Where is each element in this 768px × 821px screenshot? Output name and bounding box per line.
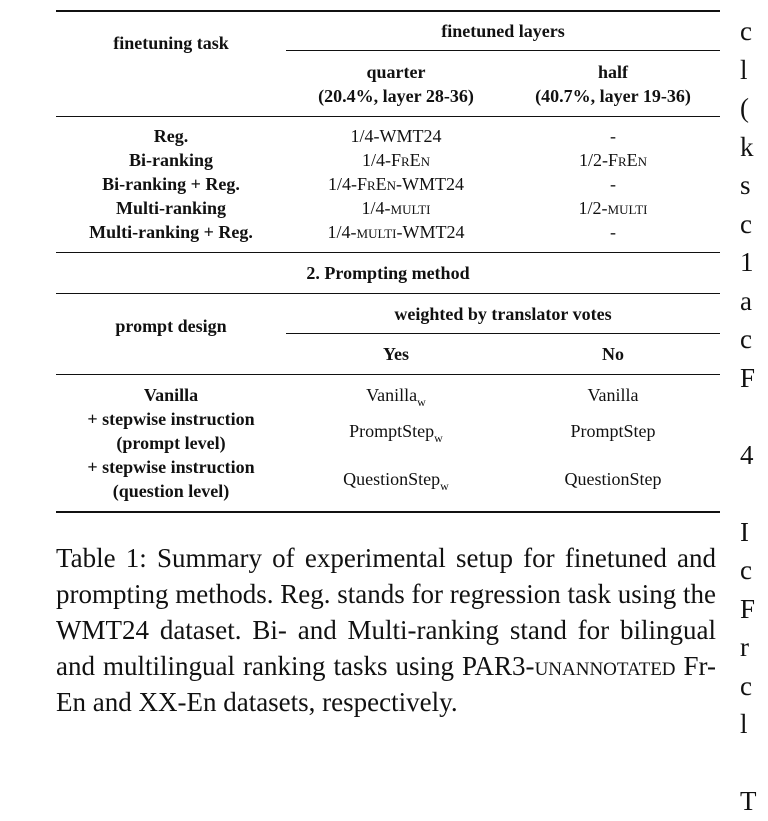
- yes-value: QuestionStep$_w$: [343, 469, 449, 493]
- right-column-line: T: [740, 786, 757, 816]
- no-value: Vanilla: [587, 385, 639, 405]
- header-quarter: quarter: [366, 62, 426, 82]
- right-column-line: k: [740, 131, 754, 162]
- header-no: No: [602, 344, 624, 364]
- right-column-line: [740, 474, 768, 513]
- task-name: Multi-ranking + Reg.: [89, 222, 253, 242]
- right-column-line: l: [740, 709, 748, 739]
- right-column-line: c: [740, 16, 752, 46]
- right-column-line: F: [740, 593, 756, 624]
- yes-value: Vanilla$_w$: [366, 385, 426, 409]
- right-column-line: 4: [740, 439, 754, 470]
- right-column-line: c: [740, 670, 752, 701]
- prompt-design-name: + stepwise instruction: [87, 409, 255, 429]
- right-column-line: c: [740, 324, 752, 354]
- right-column-line: I: [740, 516, 749, 547]
- right-column-line: (: [740, 93, 749, 123]
- prompt-design-detail: (prompt level): [116, 433, 226, 453]
- table-caption: Table 1: Summary of experimental setup for finetuned and prompting methods. Reg. stands for regression task using the WMT24 dataset. Bi- and Multi-ranking stand for bilingual and multilingual ranking tasks using PAR3-unannotated Fr-En and XX-En datasets, respectively.: [56, 543, 716, 717]
- header-half-detail: (40.7%, layer 19-36): [535, 86, 691, 106]
- right-column-line: [740, 397, 768, 436]
- no-value: PromptStep: [570, 421, 656, 441]
- header-finetuned-layers: finetuned layers: [441, 21, 565, 41]
- header-finetuning-task: finetuning task: [113, 33, 229, 53]
- section2-title-rule: [56, 293, 720, 294]
- prompt-design-name: + stepwise instruction: [87, 457, 255, 477]
- header-quarter-detail: (20.4%, layer 28-36): [318, 86, 474, 106]
- task-name: Bi-ranking + Reg.: [102, 174, 240, 194]
- section-divider-rule: [56, 252, 720, 253]
- task-name: Reg.: [153, 126, 189, 146]
- task-name: Bi-ranking: [128, 150, 214, 170]
- quarter-value: 1/4-WMT24: [350, 126, 442, 146]
- table-top-rule: [56, 10, 720, 12]
- section2-title: 2. Prompting method: [306, 263, 470, 283]
- right-column-line: s: [740, 170, 751, 200]
- right-column-line: 1: [740, 247, 754, 277]
- table-bottom-rule: [56, 511, 720, 513]
- right-column-line: l: [740, 54, 748, 85]
- header2-bottom-rule: [56, 374, 720, 375]
- header-bottom-rule: [56, 116, 720, 117]
- header-half: half: [597, 62, 628, 82]
- half-value: -: [610, 222, 616, 242]
- header-sub-rule: [286, 50, 720, 51]
- quarter-value: 1/4-FrEn-WMT24: [327, 174, 465, 194]
- right-column-line: [740, 744, 768, 783]
- half-value: -: [610, 126, 616, 146]
- quarter-value: 1/4-multi-WMT24: [327, 222, 465, 242]
- right-column-line: r: [740, 632, 749, 662]
- header-weighted-votes: weighted by translator votes: [394, 304, 612, 324]
- header2-sub-rule: [286, 333, 720, 334]
- yes-value: PromptStep$_w$: [349, 421, 443, 445]
- right-column-line: c: [740, 555, 752, 585]
- quarter-value: 1/4-multi: [361, 198, 431, 218]
- prompt-design-detail: (question level): [112, 481, 230, 501]
- prompt-design-name: Vanilla: [143, 385, 199, 405]
- header-yes: Yes: [383, 344, 409, 364]
- header-prompt-design: prompt design: [115, 316, 227, 336]
- cropped-right-column: [740, 12, 768, 821]
- right-column-line: a: [740, 285, 752, 316]
- no-value: QuestionStep: [564, 469, 662, 489]
- right-column-line: c: [740, 208, 752, 239]
- half-value: -: [610, 174, 616, 194]
- quarter-value: 1/4-FrEn: [361, 150, 431, 170]
- half-value: 1/2-multi: [578, 198, 648, 218]
- task-name: Multi-ranking: [115, 198, 226, 218]
- right-column-line: F: [740, 362, 756, 393]
- half-value: 1/2-FrEn: [578, 150, 648, 170]
